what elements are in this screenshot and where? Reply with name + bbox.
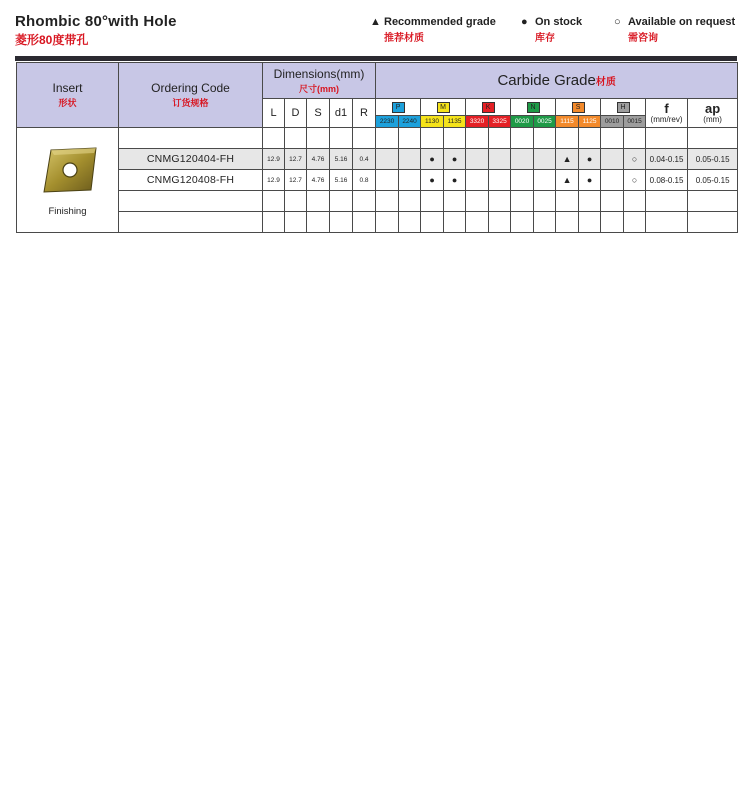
table-row <box>17 170 738 191</box>
grade-mark <box>489 212 511 233</box>
depth-value <box>688 191 738 212</box>
filled-circle-icon: ● <box>579 149 601 170</box>
dim-col-l: L <box>263 99 285 128</box>
grade-mark <box>466 191 489 212</box>
grade-mark <box>399 191 421 212</box>
insert-name: Finishing <box>48 206 87 217</box>
legend-on-request-label: Available on request <box>628 16 736 28</box>
ap-header-label: ap <box>705 101 721 116</box>
open-circle-icon: ○ <box>614 16 621 28</box>
filled-circle-icon: ● <box>421 149 444 170</box>
ordering-code <box>119 128 263 149</box>
dimension-value <box>353 191 376 212</box>
legend-on-stock-label: On stock <box>535 16 583 28</box>
f-header <box>646 99 688 128</box>
feed-value: 0.04-0.15 <box>646 149 688 170</box>
grade-code: 0020 <box>511 116 534 128</box>
legend-on-stock-label-cn: 库存 <box>535 33 555 44</box>
grade-mark <box>511 191 534 212</box>
grade-mark <box>511 149 534 170</box>
feed-value: 0.08-0.15 <box>646 170 688 191</box>
grade-code: 0010 <box>601 116 624 128</box>
grade-mark <box>579 212 601 233</box>
carbide-header-label-cn: 材质 <box>595 77 616 88</box>
insert-header-label: Insert <box>52 81 83 95</box>
filled-circle-icon: ● <box>444 149 466 170</box>
depth-value: 0.05-0.15 <box>688 149 738 170</box>
dimension-value <box>263 191 285 212</box>
feed-value <box>646 212 688 233</box>
dimensions-header-label: Dimensions(mm) <box>273 66 365 81</box>
table-row <box>17 149 738 170</box>
triangle-icon: ▲ <box>556 149 579 170</box>
grade-mark <box>489 149 511 170</box>
open-circle-icon: ○ <box>624 149 646 170</box>
legend-on-request <box>614 16 735 44</box>
dimension-value <box>330 191 353 212</box>
feed-value <box>646 128 688 149</box>
ordering-code <box>119 191 263 212</box>
grade-code: 2230 <box>376 116 399 128</box>
grade-mark <box>624 128 646 149</box>
grade-mark <box>376 170 399 191</box>
dimension-value <box>307 128 330 149</box>
grade-mark <box>534 128 556 149</box>
grade-mark <box>601 212 624 233</box>
dimension-value: 12.7 <box>285 149 307 170</box>
table-row <box>17 191 738 212</box>
filled-circle-icon: ● <box>521 16 528 28</box>
iso-badge-k: K <box>482 102 495 113</box>
grade-mark <box>601 191 624 212</box>
grade-mark <box>511 170 534 191</box>
ordering-code <box>119 212 263 233</box>
dimension-value: 4.76 <box>307 170 330 191</box>
triangle-icon: ▲ <box>556 170 579 191</box>
filled-circle-icon: ● <box>579 170 601 191</box>
grade-table <box>16 62 738 233</box>
grade-mark <box>444 191 466 212</box>
grade-mark <box>534 149 556 170</box>
grade-mark <box>399 128 421 149</box>
grade-mark <box>421 128 444 149</box>
legend-recommended-label-cn: 推荐材质 <box>384 33 424 44</box>
legend-on-request-label-cn: 需咨询 <box>628 33 658 44</box>
dimension-value: 4.76 <box>307 149 330 170</box>
dimension-value: 5.16 <box>330 170 353 191</box>
grade-mark <box>534 212 556 233</box>
grade-mark <box>556 191 579 212</box>
dim-col-r: R <box>353 99 376 128</box>
grade-mark <box>399 149 421 170</box>
dimension-value <box>285 128 307 149</box>
dimension-value <box>263 212 285 233</box>
legend-recommended <box>370 16 496 44</box>
dimension-value <box>307 212 330 233</box>
feed-value <box>646 191 688 212</box>
grade-mark <box>556 212 579 233</box>
grade-mark <box>466 149 489 170</box>
iso-group-p <box>376 99 421 116</box>
dimension-value <box>353 212 376 233</box>
dim-col-d1: d1 <box>330 99 353 128</box>
grade-code: 0015 <box>624 116 646 128</box>
filled-circle-icon: ● <box>444 170 466 191</box>
grade-mark <box>466 212 489 233</box>
dimension-value: 12.9 <box>263 170 285 191</box>
dimension-value <box>330 128 353 149</box>
dimension-value: 5.16 <box>330 149 353 170</box>
grade-mark <box>601 149 624 170</box>
grade-mark <box>511 128 534 149</box>
filled-circle-icon: ● <box>421 170 444 191</box>
grade-mark <box>376 128 399 149</box>
dimension-value: 0.4 <box>353 149 376 170</box>
dimension-value <box>307 191 330 212</box>
grade-mark <box>624 212 646 233</box>
iso-badge-p: P <box>392 102 405 113</box>
grade-code: 3325 <box>489 116 511 128</box>
grade-mark <box>579 191 601 212</box>
dimension-value <box>285 212 307 233</box>
grade-mark <box>376 149 399 170</box>
dim-col-s: S <box>307 99 330 128</box>
grade-mark <box>556 128 579 149</box>
iso-group-n <box>511 99 556 116</box>
grade-code: 0025 <box>534 116 556 128</box>
carbide-header <box>376 63 738 99</box>
f-header-unit: (mm/rev) <box>650 115 683 124</box>
grade-mark <box>376 212 399 233</box>
grade-code: 1135 <box>444 116 466 128</box>
carbide-header-label: Carbide Grade <box>497 72 596 89</box>
insert-header-label-cn: 形状 <box>58 98 77 108</box>
dimension-value <box>353 128 376 149</box>
triangle-icon: ▲ <box>370 16 381 28</box>
ordering-header-label: Ordering Code <box>151 81 230 95</box>
open-circle-icon: ○ <box>624 170 646 191</box>
dimension-value <box>263 128 285 149</box>
grade-mark <box>399 170 421 191</box>
ordering-header <box>119 63 263 128</box>
dimension-value: 12.7 <box>285 170 307 191</box>
ordering-header-label-cn: 订货规格 <box>172 98 209 108</box>
grade-mark <box>601 128 624 149</box>
ordering-code: CNMG120404-FH <box>119 149 263 170</box>
grade-mark <box>579 128 601 149</box>
grade-code: 1115 <box>556 116 579 128</box>
grade-mark <box>624 191 646 212</box>
page-title-cn: 菱形80度带孔 <box>15 33 89 47</box>
grade-mark <box>489 128 511 149</box>
grade-mark <box>444 128 466 149</box>
grade-code: 1130 <box>421 116 444 128</box>
grade-mark <box>534 170 556 191</box>
grade-mark <box>601 170 624 191</box>
ap-header <box>688 99 738 128</box>
table-row <box>17 128 738 149</box>
iso-group-k <box>466 99 511 116</box>
grade-mark <box>399 212 421 233</box>
dimensions-header <box>263 63 376 99</box>
dimensions-header-label-cn: 尺寸(mm) <box>299 83 340 94</box>
table-row <box>17 212 738 233</box>
dimension-value <box>285 191 307 212</box>
rhombic-insert-icon <box>41 146 101 196</box>
depth-value <box>688 128 738 149</box>
header-divider-bar <box>15 56 737 61</box>
grade-mark <box>489 191 511 212</box>
page-title: Rhombic 80°with Hole <box>15 13 177 30</box>
grade-mark <box>511 212 534 233</box>
insert-image-cell <box>17 128 119 233</box>
dim-col-d: D <box>285 99 307 128</box>
iso-group-h <box>601 99 646 116</box>
insert-header <box>17 63 119 128</box>
grade-mark <box>466 170 489 191</box>
legend-recommended-label: Recommended grade <box>384 16 496 28</box>
depth-value <box>688 212 738 233</box>
legend-on-stock <box>521 16 582 44</box>
grade-code: 3320 <box>466 116 489 128</box>
grade-mark <box>534 191 556 212</box>
grade-code: 2240 <box>399 116 421 128</box>
f-header-label: f <box>664 101 669 116</box>
grade-mark <box>444 212 466 233</box>
dimension-value: 0.8 <box>353 170 376 191</box>
iso-badge-n: N <box>527 102 540 113</box>
dimension-value <box>330 212 353 233</box>
iso-badge-s: S <box>572 102 585 113</box>
grade-mark <box>466 128 489 149</box>
grade-mark <box>376 191 399 212</box>
iso-group-m <box>421 99 466 116</box>
grade-mark <box>421 212 444 233</box>
iso-group-s <box>556 99 601 116</box>
grade-mark <box>421 191 444 212</box>
iso-badge-h: H <box>617 102 630 113</box>
grade-code: 1125 <box>579 116 601 128</box>
ordering-code: CNMG120408-FH <box>119 170 263 191</box>
ap-header-unit: (mm) <box>703 115 722 124</box>
grade-mark <box>489 170 511 191</box>
iso-badge-m: M <box>437 102 450 113</box>
dimension-value: 12.9 <box>263 149 285 170</box>
depth-value: 0.05-0.15 <box>688 170 738 191</box>
